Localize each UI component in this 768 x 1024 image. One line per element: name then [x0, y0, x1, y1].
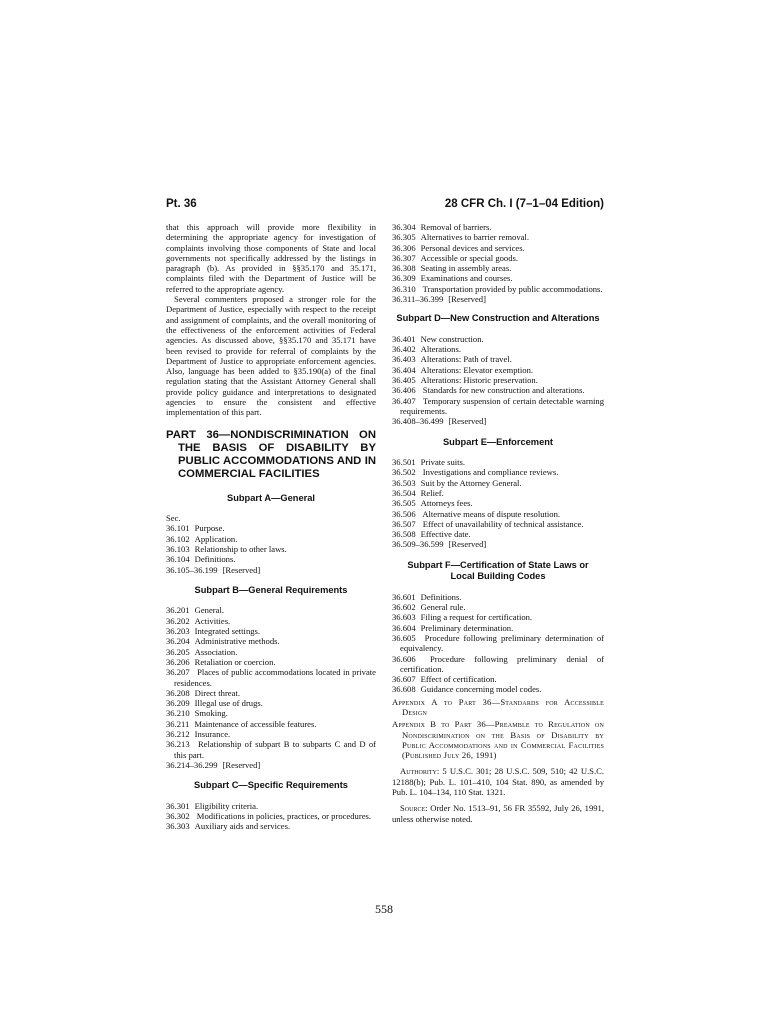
- section-number: 36.205: [166, 646, 190, 657]
- toc-item: [392, 602, 604, 612]
- toc-item: [392, 365, 604, 375]
- section-title: Direct threat.: [194, 687, 240, 698]
- section-number: 36.404: [392, 364, 416, 375]
- section-number: 36.507: [392, 518, 416, 529]
- toc-item: [166, 698, 376, 708]
- section-number: 36.202: [166, 615, 190, 626]
- toc-item: [392, 633, 604, 654]
- section-number: 36.207: [166, 667, 190, 678]
- toc-item: [166, 688, 376, 698]
- subpart-f-list: [392, 592, 604, 695]
- section-title: Private suits.: [420, 457, 466, 468]
- subpart-b-heading: Subpart B—General Requirements: [194, 584, 348, 595]
- toc-item: [392, 684, 604, 694]
- subpart-a-list: [166, 523, 376, 574]
- toc-item: [166, 523, 376, 533]
- section-number: 36.308: [392, 263, 416, 274]
- toc-item: [166, 565, 376, 575]
- section-number: 36.203: [166, 626, 190, 637]
- toc-item: [166, 708, 376, 718]
- toc-item: [166, 647, 376, 657]
- body-paragraph: that this approach will provide more flexibility in determining the appropriate agency for investigation of complaints involving those components of State and local governments not specifically addressed by the listings in paragraph (b). As provided in §§35.170 and 35.171, complaints filed with the Department of Justice will be referred to the appropriate agency.: [166, 222, 376, 294]
- running-head: [166, 198, 604, 214]
- section-title: Alternatives to barrier removal.: [420, 232, 529, 243]
- section-title: Personal devices and services.: [420, 242, 525, 253]
- section-number: 36.210: [166, 708, 190, 719]
- section-title: Alterations: Path of travel.: [420, 354, 512, 365]
- section-title: Guidance concerning model codes.: [420, 684, 542, 695]
- toc-item: [392, 334, 604, 344]
- toc-item: [392, 467, 604, 477]
- authority-note: [392, 766, 604, 797]
- body-paragraph: Several commenters proposed a stronger role for the Department of Justice, especially with respect to the receipt and assignment of complaints, and the overall monitoring of the effectiveness of the enforcement activities of Federal agencies. As discussed above, §§35.170 and 35.171 have been revised to provide for referral of complaints by the Department of Justice to appropriate enforcement agencies. Also, language has been added to §35.190(a) of the final regulation stating that the Assistant Attorney General shall provide policy guidance and interpretations to designated agencies to ensure the consistent and effective implementation of this part.: [166, 294, 376, 418]
- section-title: General.: [194, 605, 224, 616]
- subpart-d-list: [392, 334, 604, 427]
- section-number: 36.206: [166, 656, 190, 667]
- toc-item: [392, 294, 604, 304]
- section-number: 36.309: [392, 273, 416, 284]
- toc-item: [166, 544, 376, 554]
- section-number: 36.103: [166, 544, 190, 555]
- toc-item: [166, 534, 376, 544]
- section-number: 36.307: [392, 252, 416, 263]
- subpart-d-heading: Subpart D—New Construction and Alterations: [396, 313, 600, 324]
- section-title: Activities.: [194, 615, 231, 626]
- section-number: 36.405: [392, 375, 416, 386]
- toc-item: [166, 657, 376, 667]
- section-number: 36.102: [166, 533, 190, 544]
- section-title: Removal of barriers.: [420, 222, 492, 232]
- section-title: Purpose.: [194, 523, 225, 534]
- section-title: Alternative means of dispute resolution.: [422, 508, 561, 519]
- toc-item: [166, 636, 376, 646]
- section-number: 36.401: [392, 333, 416, 344]
- section-title: Temporary suspension of certain detectable warning requirements.: [400, 395, 604, 416]
- section-title: Suit by the Attorney General.: [420, 477, 522, 488]
- section-number: 36.214–36.299: [166, 759, 218, 770]
- section-number: 36.305: [392, 232, 416, 243]
- toc-item: [392, 592, 604, 602]
- section-number: 36.211: [166, 718, 190, 729]
- subpart-c-list: [166, 801, 376, 832]
- source-label: Source:: [400, 803, 428, 814]
- section-title: Procedure following preliminary determination of equivalency.: [400, 632, 604, 654]
- toc-item: [392, 284, 604, 294]
- section-title: Effective date.: [420, 529, 471, 540]
- toc-item: [392, 253, 604, 263]
- toc-item: [392, 654, 604, 675]
- section-number: 36.601: [392, 591, 416, 602]
- subpart-e-heading: Subpart E—Enforcement: [442, 436, 554, 447]
- toc-item: [392, 396, 604, 417]
- section-title: Accessible or special goods.: [420, 252, 519, 263]
- section-title: New construction.: [420, 333, 484, 344]
- section-title: Eligibility criteria.: [194, 800, 259, 811]
- section-title: Smoking.: [194, 708, 228, 719]
- source-text: Order No. 1513–91, 56 FR 35592, July 26, 1991, unless otherwise noted.: [392, 803, 604, 824]
- sec-label: Sec.: [166, 513, 181, 524]
- section-title: Maintenance of accessible features.: [194, 718, 317, 729]
- section-number: 36.608: [392, 684, 416, 695]
- toc-item: [392, 498, 604, 508]
- toc-item: [166, 719, 376, 729]
- section-number: 36.603: [392, 612, 416, 623]
- section-number: 36.406: [392, 385, 416, 396]
- toc-item: [392, 354, 604, 364]
- section-title: Insurance.: [194, 728, 231, 739]
- section-title: [Reserved]: [222, 564, 261, 575]
- section-number: 36.504: [392, 487, 416, 498]
- section-number: 36.208: [166, 687, 190, 698]
- toc-item: [392, 385, 604, 395]
- section-number: 36.503: [392, 477, 416, 488]
- toc-item: [392, 375, 604, 385]
- section-title: [Reserved]: [448, 294, 486, 305]
- toc-item: [392, 263, 604, 273]
- part-title: PART 36—NONDISCRIMINATION ON THE BASIS OF DISABILITY BY PUBLIC ACCOMMODATIONS AND IN COMMERCIAL FACILITIES: [166, 428, 376, 480]
- section-title: Effect of unavailability of technical assistance.: [422, 518, 584, 529]
- section-number: 36.502: [392, 467, 416, 478]
- section-number: 36.301: [166, 800, 190, 811]
- section-number: 36.104: [166, 554, 190, 565]
- section-title: Auxiliary aids and services.: [194, 821, 291, 832]
- toc-item: [166, 739, 376, 760]
- section-number: 36.607: [392, 674, 416, 685]
- section-title: Definitions.: [194, 554, 236, 565]
- section-title: Modifications in policies, practices, or procedures.: [196, 810, 372, 821]
- toc-item: [392, 539, 604, 549]
- section-title: Investigations and compliance reviews.: [422, 467, 559, 478]
- section-title: Procedure following preliminary denial of certification.: [400, 653, 604, 674]
- toc-item: [392, 416, 604, 426]
- toc-item: [166, 811, 376, 821]
- appendix-a: Appendix A to Part 36—Standards for Accessible Design: [392, 696, 604, 717]
- section-number: 36.213: [166, 739, 190, 750]
- section-title: Attorneys fees.: [420, 498, 473, 509]
- section-title: Seating in assembly areas.: [420, 263, 512, 274]
- section-title: Relationship of subpart B to subparts C and D of this part.: [174, 739, 376, 760]
- section-number: 36.303: [166, 821, 190, 832]
- section-number: 36.407: [392, 395, 416, 406]
- toc-item: [392, 344, 604, 354]
- section-number: 36.506: [392, 508, 416, 519]
- appendix-b: Appendix B to Part 36—Preamble to Regulation on Nondiscrimination on the Basis of Disability by Public Accommodations and in Commercial Facilities (Published July 26, 1991): [392, 719, 604, 761]
- running-head-edition: 28 CFR Ch. I (7–1–04 Edition): [444, 198, 604, 210]
- toc-item: [392, 519, 604, 529]
- section-number: 36.505: [392, 498, 416, 509]
- subpart-f-heading: Subpart F—Certification of State Laws or Local Building Codes: [407, 559, 589, 582]
- section-number: 36.509–36.599: [392, 539, 444, 550]
- section-number: 36.201: [166, 605, 190, 616]
- section-number: 36.403: [392, 354, 416, 365]
- section-title: [Reserved]: [222, 759, 261, 770]
- toc-item: [166, 667, 376, 688]
- toc-item: [392, 488, 604, 498]
- section-title: Places of public accommodations located in private residences.: [174, 667, 376, 688]
- toc-item: [392, 509, 604, 519]
- subpart-c-heading: Subpart C—Specific Requirements: [194, 780, 348, 791]
- section-title: Relief.: [420, 487, 444, 498]
- section-title: Relationship to other laws.: [194, 544, 287, 555]
- section-title: Alterations: Elevator exemption.: [420, 364, 534, 375]
- toc-item: [392, 232, 604, 242]
- toc-item: [166, 554, 376, 564]
- section-number: 36.105–36.199: [166, 564, 218, 575]
- section-title: [Reserved]: [448, 539, 487, 550]
- section-title: [Reserved]: [448, 416, 487, 427]
- left-column: [166, 222, 376, 832]
- subpart-a-heading: Subpart A—General: [227, 492, 315, 503]
- section-title: Alterations: Historic preservation.: [420, 375, 538, 386]
- toc-item: [392, 222, 604, 232]
- source-note: [392, 803, 604, 824]
- section-title: Preliminary determination.: [420, 622, 514, 633]
- section-title: Association.: [194, 646, 238, 657]
- section-number: 36.304: [392, 222, 416, 232]
- section-title: Integrated settings.: [194, 626, 261, 637]
- toc-item: [392, 243, 604, 253]
- subpart-b-list: [166, 605, 376, 770]
- subpart-c-continued-list: [392, 222, 604, 304]
- section-number: 36.302: [166, 810, 190, 821]
- section-number: 36.212: [166, 728, 190, 739]
- toc-item: [392, 478, 604, 488]
- section-title: Effect of certification.: [420, 674, 497, 685]
- toc-item: [392, 674, 604, 684]
- authority-text: 5 U.S.C. 301; 28 U.S.C. 509, 510; 42 U.S.C. 12188(b); Pub. L. 101–410, 104 Stat. 890, as amended by Pub. L. 104–134, 110 Stat. 1321.: [392, 766, 604, 798]
- section-number: 36.604: [392, 622, 416, 633]
- section-title: Definitions.: [420, 591, 462, 602]
- section-number: 36.209: [166, 698, 190, 709]
- toc-item: [392, 529, 604, 539]
- section-title: Examinations and courses.: [420, 273, 513, 284]
- running-head-part: Pt. 36: [166, 198, 197, 210]
- section-number: 36.101: [166, 523, 190, 534]
- section-title: Illegal use of drugs.: [194, 698, 263, 709]
- toc-item: [392, 273, 604, 283]
- section-title: General rule.: [420, 602, 466, 613]
- toc-item: [392, 623, 604, 633]
- toc-item: [166, 616, 376, 626]
- section-number: 36.605: [392, 632, 416, 643]
- section-number: 36.204: [166, 636, 190, 647]
- toc-item: [166, 626, 376, 636]
- authority-label: Authority:: [400, 766, 440, 777]
- section-number: 36.311–36.399: [392, 294, 444, 305]
- section-number: 36.306: [392, 242, 416, 253]
- toc-item: [166, 821, 376, 831]
- section-number: 36.402: [392, 344, 416, 355]
- toc-item: [392, 457, 604, 467]
- section-number: 36.310: [392, 283, 416, 294]
- right-column: [392, 222, 604, 824]
- toc-item: [166, 801, 376, 811]
- section-title: Transportation provided by public accommodations.: [422, 283, 603, 294]
- section-title: Administrative methods.: [194, 636, 280, 647]
- section-title: Retaliation or coercion.: [194, 656, 276, 667]
- section-number: 36.508: [392, 529, 416, 540]
- section-number: 36.606: [392, 653, 416, 664]
- section-number: 36.501: [392, 457, 416, 468]
- section-title: Application.: [194, 533, 238, 544]
- section-number: 36.408–36.499: [392, 416, 444, 427]
- toc-item: [166, 760, 376, 770]
- section-title: Standards for new construction and alterations.: [422, 385, 585, 396]
- subpart-e-list: [392, 457, 604, 550]
- toc-item: [392, 612, 604, 622]
- section-title: Alterations.: [420, 344, 461, 355]
- page-number: 558: [375, 902, 393, 916]
- toc-item: [166, 729, 376, 739]
- section-number: 36.602: [392, 602, 416, 613]
- section-title: Filing a request for certification.: [420, 612, 533, 623]
- toc-item: [166, 605, 376, 615]
